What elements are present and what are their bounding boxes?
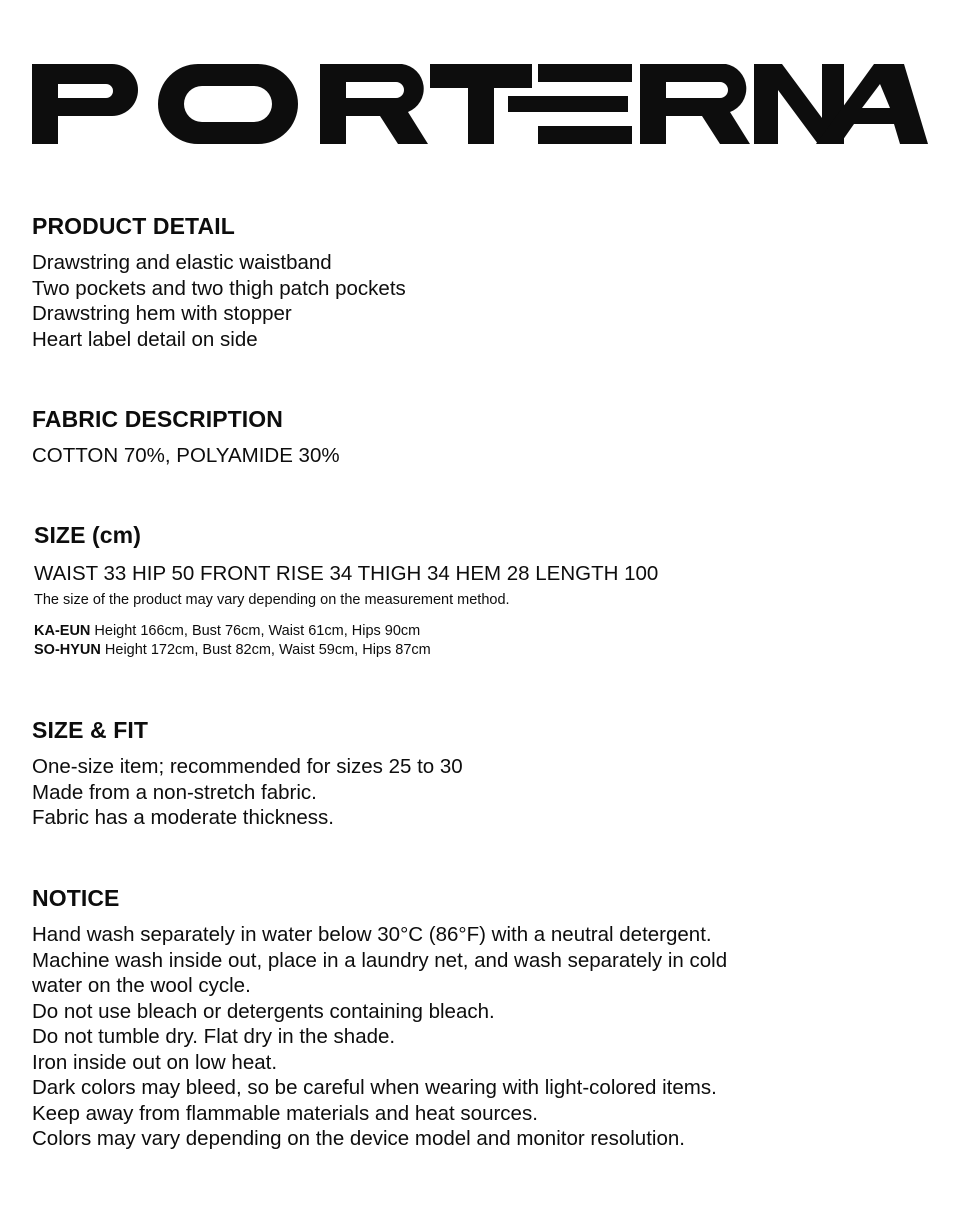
notice-section bbox=[32, 884, 912, 1152]
product-detail-line: Heart label detail on side bbox=[32, 327, 258, 351]
notice-line: Keep away from flammable materials and heat sources. bbox=[32, 1101, 538, 1125]
logo-letter-p bbox=[32, 64, 138, 144]
product-detail-line: Two pockets and two thigh patch pockets bbox=[32, 276, 406, 300]
notice-line: Hand wash separately in water below 30°C (86°F) with a neutral detergent. bbox=[32, 923, 712, 946]
brand-logo bbox=[32, 60, 928, 148]
size-fit-line: One-size item; recommended for sizes 25 to 30 bbox=[32, 755, 463, 778]
notice-line: Do not use bleach or detergents containing bleach. bbox=[32, 999, 495, 1023]
size-note: The size of the product may vary depending on the measurement method. bbox=[34, 591, 510, 608]
fabric-list bbox=[32, 443, 912, 469]
notice-line: Do not tumble dry. Flat dry in the shade. bbox=[32, 1025, 396, 1048]
product-detail-title: PRODUCT DETAIL bbox=[32, 213, 235, 239]
notice-line: water on the wool cycle. bbox=[32, 974, 251, 997]
model-info: Height 172cm, Bust 82cm, Waist 59cm, Hips 87cm bbox=[104, 641, 431, 658]
notice-line: Iron inside out on low heat. bbox=[32, 1050, 278, 1074]
size-fit-title: SIZE & FIT bbox=[32, 717, 148, 743]
logo-letter-r bbox=[320, 64, 428, 144]
notice-list bbox=[32, 922, 912, 1152]
size-fit-line: Fabric has a moderate thickness. bbox=[32, 806, 334, 829]
size-fit-line: Made from a non-stretch fabric. bbox=[32, 780, 317, 804]
model-info: Height 166cm, Bust 76cm, Waist 61cm, Hips 90cm bbox=[94, 622, 421, 639]
product-detail-line: Drawstring hem with stopper bbox=[32, 302, 292, 325]
product-detail-section bbox=[32, 212, 912, 352]
size-section bbox=[34, 521, 914, 660]
size-fit-section bbox=[32, 716, 912, 831]
fabric-title: FABRIC DESCRIPTION bbox=[32, 406, 283, 432]
model-name: KA-EUN bbox=[34, 622, 91, 639]
notice-title: NOTICE bbox=[32, 885, 120, 911]
size-fit-list bbox=[32, 754, 912, 831]
product-detail-line: Drawstring and elastic waistband bbox=[32, 251, 332, 274]
size-title: SIZE (cm) bbox=[34, 522, 141, 548]
logo-letter-o bbox=[158, 64, 298, 144]
size-measurements: WAIST 33 HIP 50 FRONT RISE 34 THIGH 34 HEM 28 LENGTH 100 bbox=[34, 562, 659, 585]
notice-line: Machine wash inside out, place in a laundry net, and wash separately in cold bbox=[32, 948, 728, 972]
model-row bbox=[34, 641, 914, 660]
fabric-section bbox=[32, 405, 912, 469]
model-row bbox=[34, 622, 914, 641]
model-name: SO-HYUN bbox=[34, 641, 101, 658]
product-detail-list bbox=[32, 250, 912, 352]
model-list bbox=[34, 622, 914, 660]
logo-letter-r-2 bbox=[640, 64, 750, 144]
notice-line: Colors may vary depending on the device model and monitor resolution. bbox=[32, 1127, 685, 1150]
fabric-composition: COTTON 70%, POLYAMIDE 30% bbox=[32, 444, 340, 467]
notice-line: Dark colors may bleed, so be careful when wearing with light-colored items. bbox=[32, 1076, 717, 1099]
